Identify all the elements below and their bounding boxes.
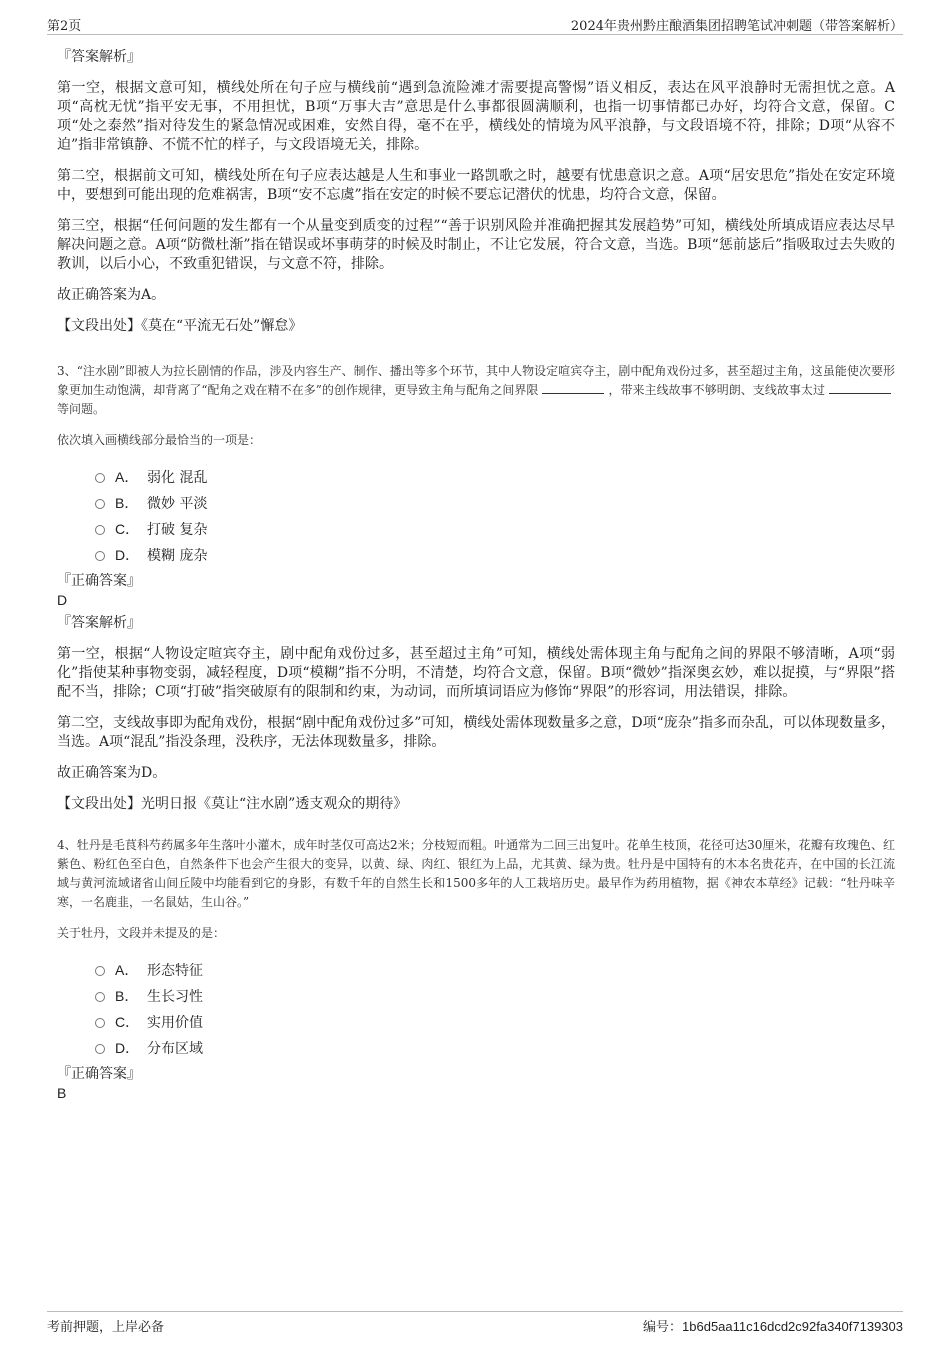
q3-stem — [57, 362, 895, 419]
q3-answer-statement: 故正确答案为D。 — [57, 765, 167, 781]
radio-icon[interactable] — [95, 1044, 105, 1054]
q4-stem: 4、牡丹是毛茛科芍药属多年生落叶小灌木，成年时茎仅可高达2米；分枝短而粗。叶通常为二回三出复叶。花单生枝顶，花径可达30厘米，花瓣有玫瑰色、红紫色、粉红色至白色，自然条件下也会产生很大的变异，以黄、绿、肉红、银红为上品，尤其黄、绿为贵。牡丹是中国特有的木本名贵花卉，在中国的长江流域与黄河流域诸省山间丘陵中均能看到它的身影，有数千年的自然生长和1500多年的人工栽培历史。最早作为药用植物，据《神农本草经》记载：“牡丹味辛寒，一名鹿韭，一名鼠姑，生山谷。” — [57, 838, 895, 909]
q3-prompt: 依次填入画横线部分最恰当的一项是： — [57, 433, 262, 447]
q3-correct-value: D — [57, 592, 68, 608]
radio-icon[interactable] — [95, 525, 105, 535]
q2-analysis-para-1: 第一空，根据文意可知，横线处所在句子应与横线前“遇到急流险滩才需要提高警惕”语义相反，表达在风平浪静时无需担忧之意。A项“高枕无忧”指平安无事，不用担忧，B项“万事大吉”意思是什么事都很圆满顺利，也指一切事情都已办好，均符合文意，保留。C项“处之泰然”指对待发生的紧急情况或困难，安然自得，毫不在乎，横线处的情境为风平浪静，与文段语境不符，排除；D项“从容不迫”指非常镇静、不慌不忙的样子，与文段语境无关，排除。 — [57, 80, 895, 153]
q4-option-b[interactable]: B． 生长习性 — [95, 983, 895, 1009]
footer-slogan: 考前押题，上岸必备 — [47, 1320, 165, 1335]
q2-analysis-para-2: 第二空，根据前文可知，横线处所在句子应表达越是人生和事业一路凯歌之时，越要有忧患意识之意。A项“居安思危”指处在安定环境中，要想到可能出现的危难祸害，B项“安不忘虞”指在安定的时候不要忘记潜伏的忧患，均符合文意，保留。 — [57, 168, 895, 203]
q4-option-d[interactable]: D． 分布区域 — [95, 1035, 895, 1061]
radio-icon[interactable] — [95, 551, 105, 561]
q4-correct-label: 『正确答案』 — [57, 1066, 141, 1082]
q2-analysis-para-3: 第三空，根据“任何问题的发生都有一个从量变到质变的过程”“善于识别风险并准确把握其发展趋势”可知，横线处所填成语应表达尽早解决问题之意。A项“防微杜渐”指在错误或坏事萌芽的时候及时制止，不让它发展，符合文意，当选。B项“惩前毖后”指吸取过去失败的教训，以后小心，不致重犯错误，与文意不符，排除。 — [57, 218, 895, 272]
q3-option-d[interactable]: D． 模糊 庞杂 — [95, 542, 895, 568]
footer-code — [643, 1316, 903, 1335]
footer-code-label: 编号： — [643, 1320, 683, 1335]
q3-stem-part-1: 3、“注水剧”即被人为拉长剧情的作品，涉及内容生产、制作、播出等多个环节，其中人物设定喧宾夺主，剧中配角戏份过多，甚至超过主角，这虽能使次要形象更加生动饱满，却背离了“配角之戏在精不在多”的创作规律，更导致主角与配角之间界限 — [57, 364, 895, 397]
q3-blank-2 — [829, 381, 891, 394]
page-number: 第2页 — [47, 19, 82, 34]
q4-options — [95, 957, 895, 1061]
page-content — [57, 48, 895, 1107]
q3-blank-1 — [542, 381, 604, 394]
q3-options — [95, 464, 895, 568]
q4-option-a[interactable]: A． 形态特征 — [95, 957, 895, 983]
q3-correct-label: 『正确答案』 — [57, 573, 141, 589]
q3-option-b[interactable]: B． 微妙 平淡 — [95, 490, 895, 516]
footer-code-value: 1b6d5aa11c16dcd2c92fa340f7139303 — [682, 1319, 903, 1334]
q3-option-c[interactable]: C． 打破 复杂 — [95, 516, 895, 542]
q2-answer-statement: 故正确答案为A。 — [57, 287, 166, 303]
q3-source: 【文段出处】光明日报《莫让“注水剧”透支观众的期待》 — [57, 796, 408, 812]
q3-analysis-para-1: 第一空，根据“人物设定喧宾夺主，剧中配角戏份过多，甚至超过主角”可知，横线处需体现主角与配角之间的界限不够清晰，A项“弱化”指使某种事物变弱，减轻程度，D项“模糊”指不分明，不清楚，均符合文意，保留。B项“微妙”指深奥玄妙，难以捉摸，与“界限”搭配不当，排除；C项“打破”指突破原有的限制和约束，为动词，而所填词语应为修饰“界限”的形容词，用法错误，排除。 — [57, 646, 895, 700]
q3-stem-part-2: ，带来主线故事不够明朗、支线故事太过 — [608, 383, 825, 397]
q3-analysis-label: 『答案解析』 — [57, 615, 141, 631]
radio-icon[interactable] — [95, 966, 105, 976]
document-title: 2024年贵州黔庄酿酒集团招聘笔试冲刺题（带答案解析） — [570, 19, 903, 34]
q3-stem-part-3: 等问题。 — [57, 402, 106, 416]
page-header — [47, 14, 903, 35]
page-footer — [47, 1311, 903, 1334]
q4-option-c[interactable]: C． 实用价值 — [95, 1009, 895, 1035]
q4-correct-value: B — [57, 1085, 67, 1101]
q4-prompt: 关于牡丹，文段并未提及的是： — [57, 926, 226, 940]
q3-option-a[interactable]: A． 弱化 混乱 — [95, 464, 895, 490]
radio-icon[interactable] — [95, 1018, 105, 1028]
q3-analysis-para-2: 第二空，支线故事即为配角戏份，根据“剧中配角戏份过多”可知，横线处需体现数量多之意，D项“庞杂”指多而杂乱，可以体现数量多，当选。A项“混乱”指没条理，没秩序，无法体现数量多，排除。 — [57, 715, 895, 750]
radio-icon[interactable] — [95, 992, 105, 1002]
radio-icon[interactable] — [95, 473, 105, 483]
q2-analysis-label: 『答案解析』 — [57, 49, 141, 65]
q2-source: 【文段出处】《莫在“平流无石处”懈怠》 — [57, 318, 303, 334]
radio-icon[interactable] — [95, 499, 105, 509]
